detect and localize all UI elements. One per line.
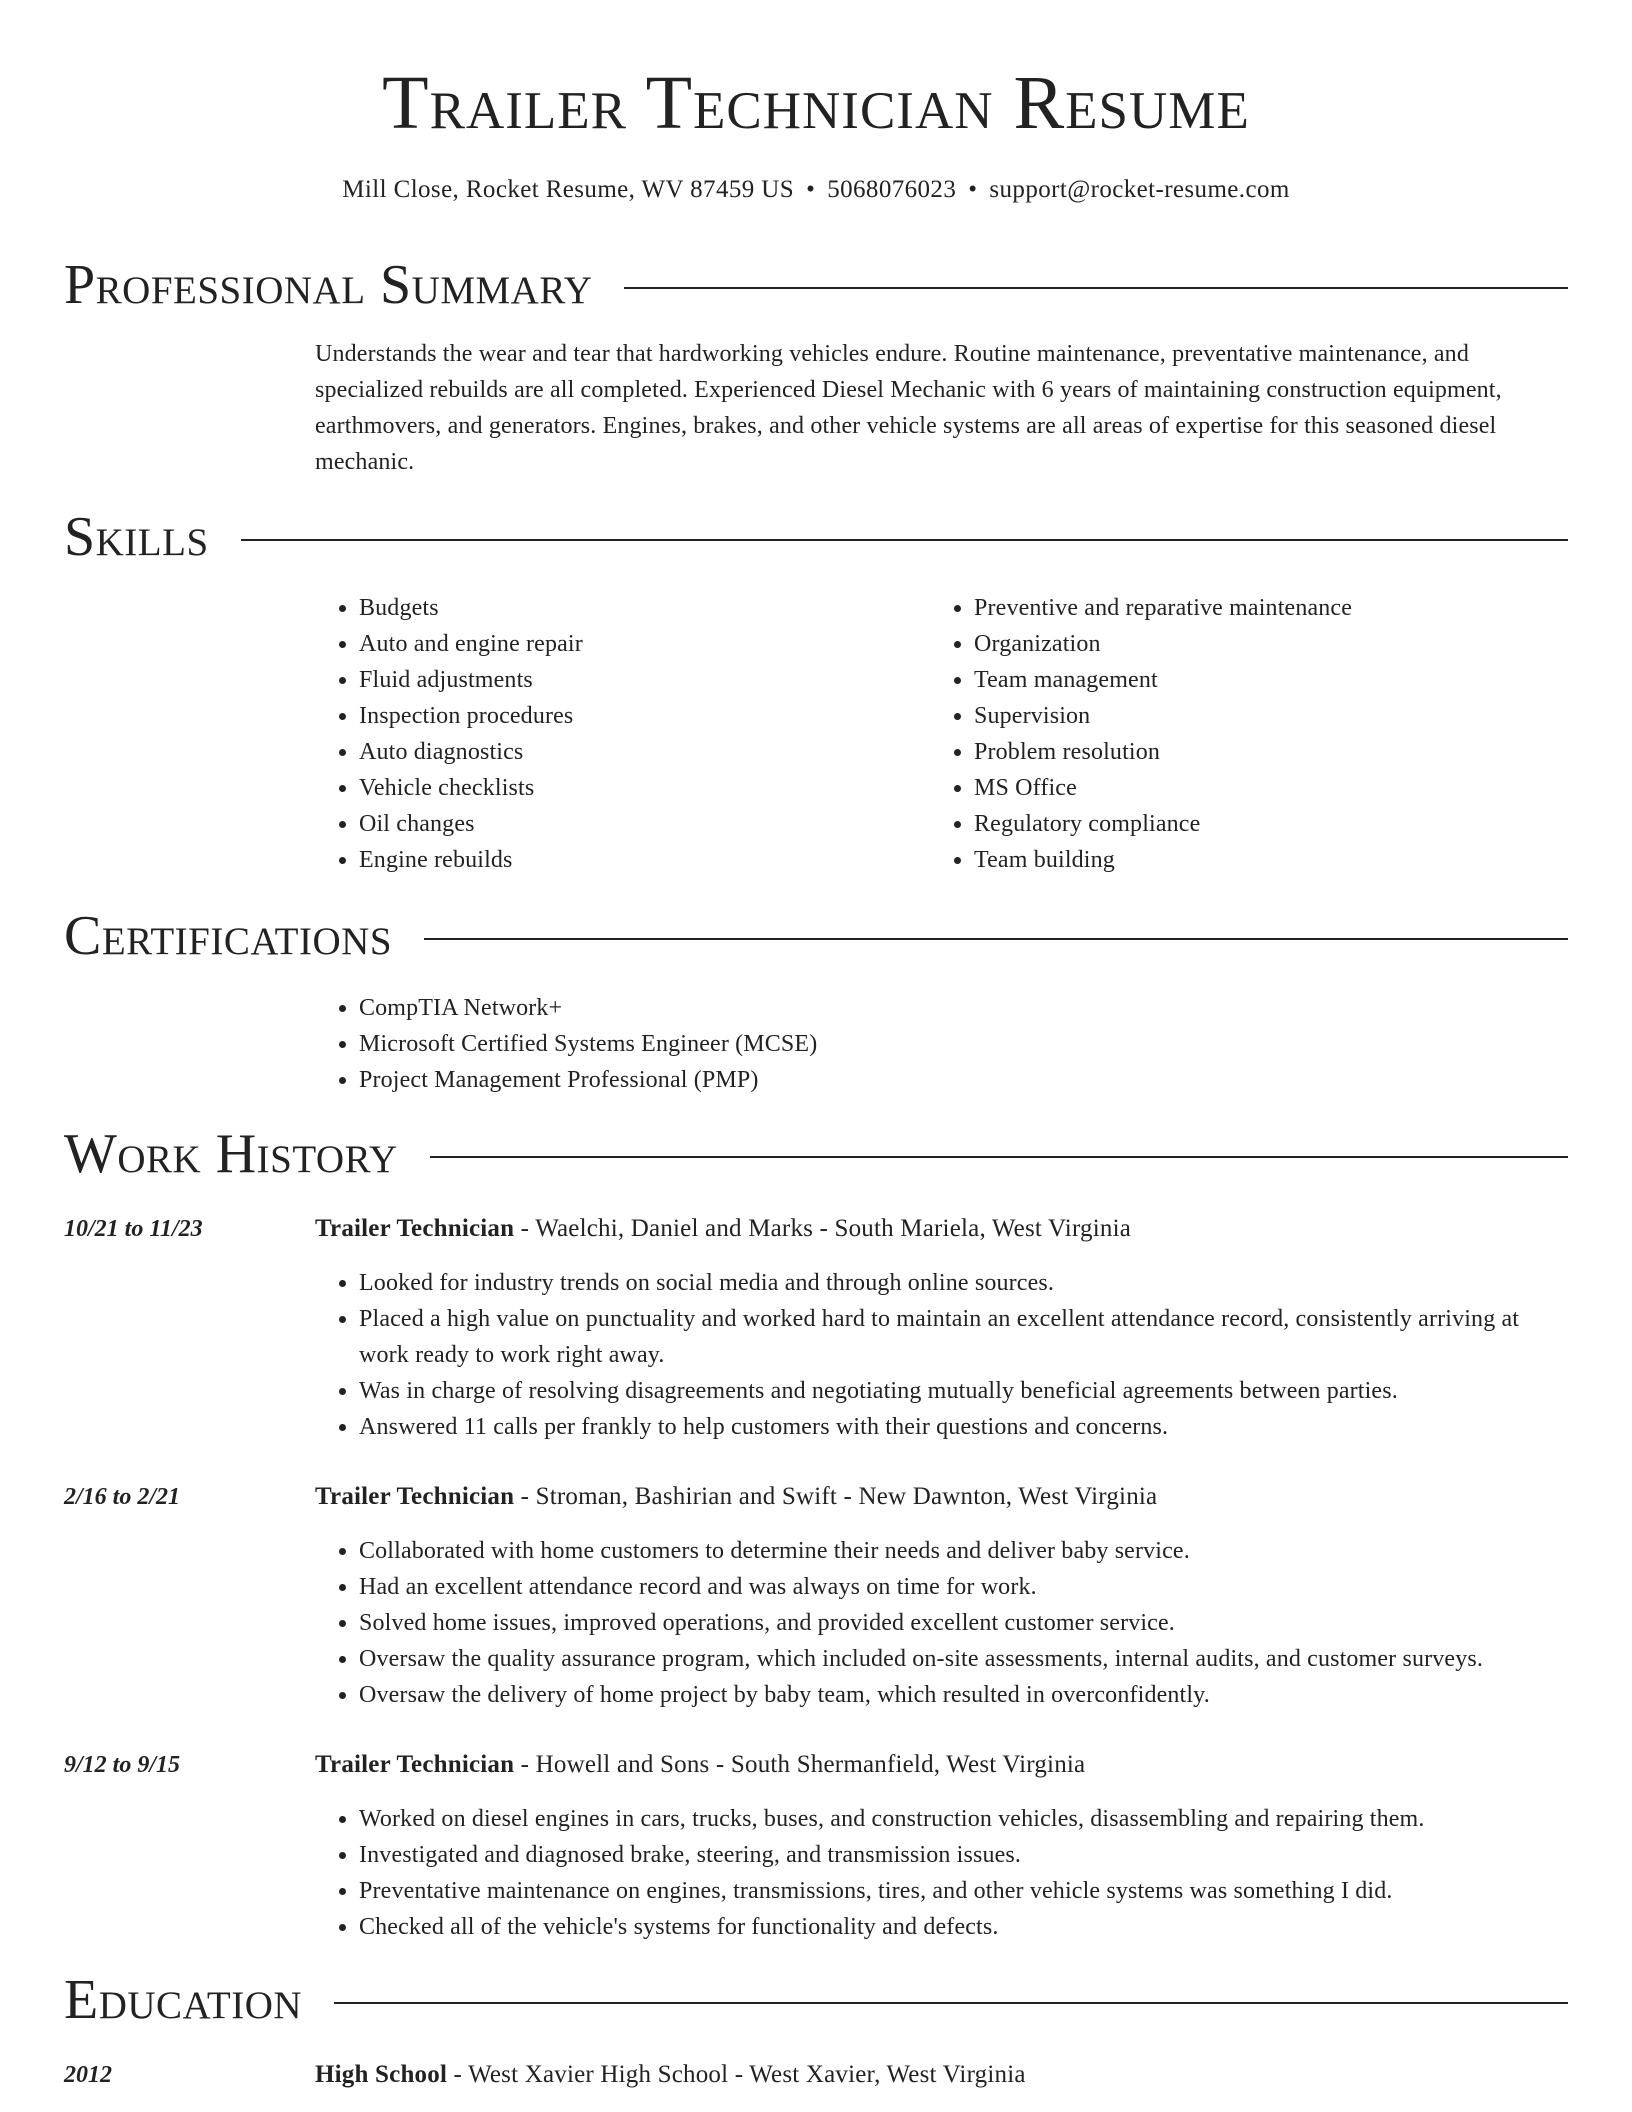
certification-item: • Microsoft Certified Systems Engineer (MCSE) <box>359 1026 1568 1062</box>
job-bullet: • Collaborated with home customers to determine their needs and deliver baby service. <box>359 1533 1568 1569</box>
education-details: - West Xavier High School - West Xavier, West Virginia <box>447 2061 1026 2088</box>
job-bullet: • Investigated and diagnosed brake, steering, and transmission issues. <box>359 1837 1568 1873</box>
job-date: 10/21 to 11/23 <box>64 1216 203 1242</box>
contact-address: Mill Close, Rocket Resume, WV 87459 US <box>342 176 795 203</box>
certifications-list <box>315 990 1568 1098</box>
education-date: 2012 <box>64 2062 112 2088</box>
job-bullet: • Preventative maintenance on engines, transmissions, tires, and other vehicle systems was something I did. <box>359 1873 1568 1909</box>
skill-item: • Engine rebuilds <box>359 842 915 878</box>
job-bullet: • Oversaw the quality assurance program, which included on-site assessments, internal audits, and customer surveys. <box>359 1641 1568 1677</box>
education-degree: High School <box>315 2061 448 2088</box>
skill-item: • Team building <box>974 842 1530 878</box>
skill-item: • Preventive and reparative maintenance <box>974 590 1530 626</box>
job-bullet: • Worked on diesel engines in cars, trucks, buses, and construction vehicles, disassembling and repairing them. <box>359 1801 1568 1837</box>
certification-item: • CompTIA Network+ <box>359 990 1568 1026</box>
job-role: Trailer Technician <box>315 1215 515 1242</box>
job-bullets <box>315 1265 1568 1445</box>
education-section-header <box>64 1968 1568 2032</box>
work-history-section-header <box>64 1122 1568 1186</box>
skills-left-column <box>315 590 915 878</box>
job-entry <box>64 1747 1568 1947</box>
education-entry <box>64 2057 1568 2097</box>
summary-heading: Professional Summary <box>64 254 593 316</box>
skills-heading: Skills <box>64 506 209 568</box>
job-bullet: • Was in charge of resolving disagreements and negotiating mutually beneficial agreements between parties. <box>359 1373 1568 1409</box>
job-bullet: • Looked for industry trends on social media and through online sources. <box>359 1265 1568 1301</box>
skill-item: • Regulatory compliance <box>974 806 1530 842</box>
job-role: Trailer Technician <box>315 1751 515 1778</box>
job-role: Trailer Technician <box>315 1483 515 1510</box>
skill-item: • Team management <box>974 662 1530 698</box>
skill-item: • MS Office <box>974 770 1530 806</box>
section-divider <box>334 2002 1568 2004</box>
section-divider <box>424 938 1568 940</box>
job-heading <box>315 1479 1157 1515</box>
job-bullet: • Solved home issues, improved operations, and provided excellent customer service. <box>359 1605 1568 1641</box>
job-heading <box>315 1747 1085 1783</box>
section-divider <box>241 539 1568 541</box>
resume-title: Trailer Technician Resume <box>382 61 1250 145</box>
job-bullet: • Oversaw the delivery of home project by baby team, which resulted in overconfidently. <box>359 1677 1568 1713</box>
job-bullet: • Answered 11 calls per frankly to help customers with their questions and concerns. <box>359 1409 1568 1445</box>
job-bullets <box>315 1801 1568 1945</box>
skills-section-header <box>64 505 1568 569</box>
job-bullet: • Placed a high value on punctuality and worked hard to maintain an excellent attendance record, consistently arriving at work ready to work right away. <box>359 1301 1568 1373</box>
skill-item: • Vehicle checklists <box>359 770 915 806</box>
summary-text: Understands the wear and tear that hardworking vehicles endure. Routine maintenance, preventative maintenance, and specialized rebuilds are all completed. Experienced Diesel Mechanic with 6 years of maintaining construction equipment, earthmovers, and generators. Engines, brakes, and other vehicle systems are all areas of expertise for this seasoned diesel mechanic. <box>315 341 1502 475</box>
job-details: - Howell and Sons - South Shermanfield, West Virginia <box>514 1751 1086 1778</box>
summary-section-header <box>64 253 1568 317</box>
skill-item: • Oil changes <box>359 806 915 842</box>
education-heading-line <box>315 2057 1026 2093</box>
job-heading <box>315 1211 1131 1247</box>
job-date: 2/16 to 2/21 <box>64 1484 181 1510</box>
certifications-heading: Certifications <box>64 905 393 967</box>
certification-item: • Project Management Professional (PMP) <box>359 1062 1568 1098</box>
section-divider <box>624 287 1568 289</box>
job-bullet: • Had an excellent attendance record and was always on time for work. <box>359 1569 1568 1605</box>
skill-item: • Fluid adjustments <box>359 662 915 698</box>
job-entry <box>64 1211 1568 1451</box>
job-bullet: • Checked all of the vehicle's systems for functionality and defects. <box>359 1909 1568 1945</box>
contact-line <box>0 172 1632 208</box>
skill-item: • Budgets <box>359 590 915 626</box>
job-entry <box>64 1479 1568 1719</box>
contact-separator: • <box>806 176 816 203</box>
skill-item: • Supervision <box>974 698 1530 734</box>
skill-item: • Inspection procedures <box>359 698 915 734</box>
skill-item: • Problem resolution <box>974 734 1530 770</box>
contact-email: support@rocket-resume.com <box>989 176 1290 203</box>
section-divider <box>430 1156 1568 1158</box>
certifications-section-header <box>64 904 1568 968</box>
skill-item: • Auto and engine repair <box>359 626 915 662</box>
contact-phone: 5068076023 <box>827 176 957 203</box>
education-heading: Education <box>64 1969 303 2031</box>
skills-right-column <box>930 590 1530 878</box>
job-bullets <box>315 1533 1568 1713</box>
job-details: - Waelchi, Daniel and Marks - South Mariela, West Virginia <box>514 1215 1132 1242</box>
contact-separator: • <box>968 176 978 203</box>
skill-item: • Organization <box>974 626 1530 662</box>
job-date: 9/12 to 9/15 <box>64 1752 181 1778</box>
skill-item: • Auto diagnostics <box>359 734 915 770</box>
work-history-heading: Work History <box>64 1123 398 1185</box>
job-details: - Stroman, Bashirian and Swift - New Dawnton, West Virginia <box>514 1483 1158 1510</box>
